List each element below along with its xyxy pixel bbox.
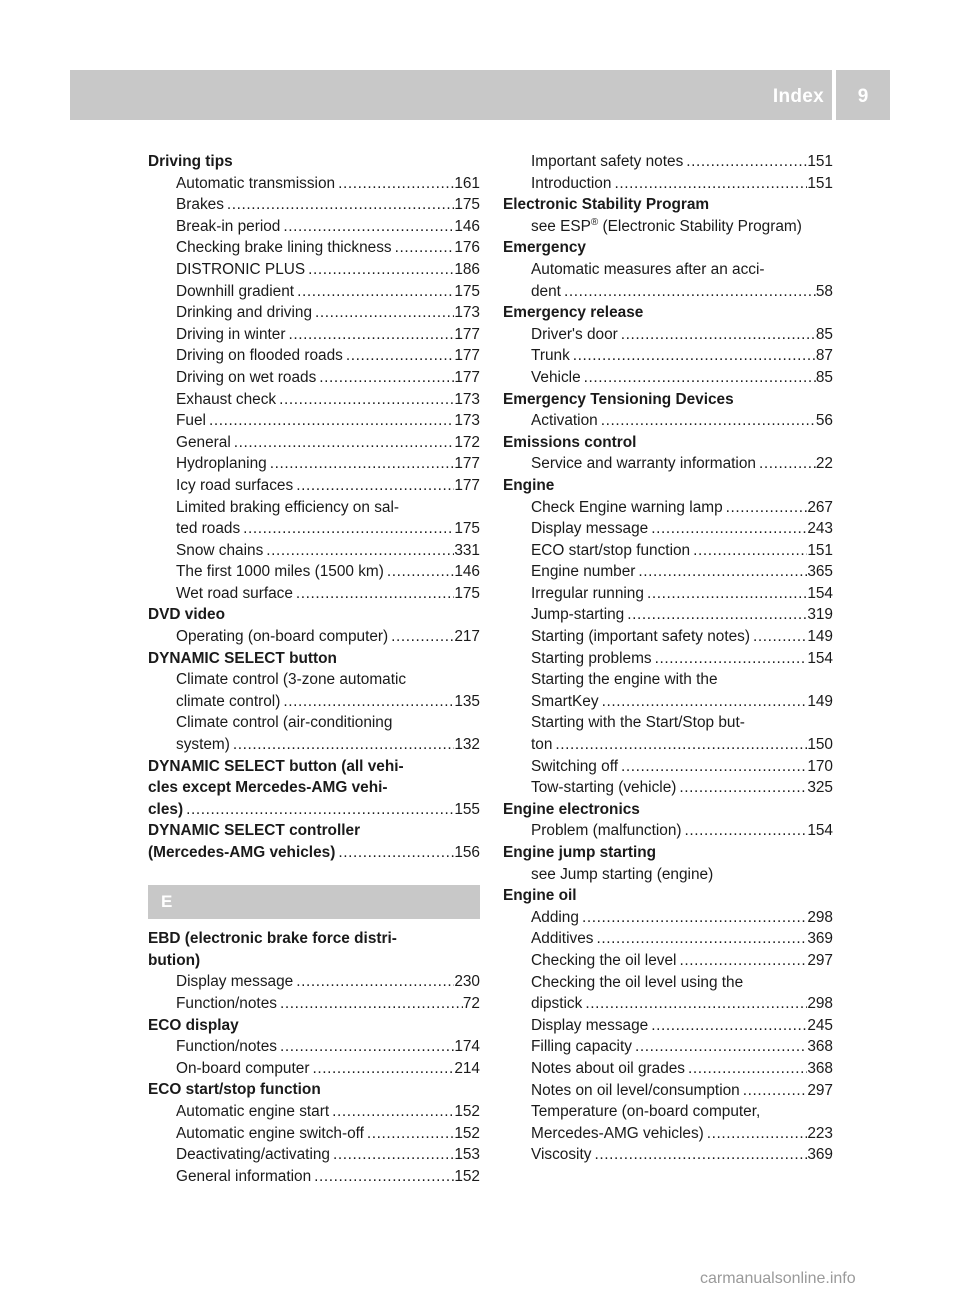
index-entry[interactable]: ted roads ..... 175 <box>148 518 480 540</box>
section-letter-e: E <box>148 885 480 919</box>
index-entry[interactable]: On-board computer ..... 214 <box>148 1058 480 1080</box>
header-bar <box>70 70 832 120</box>
index-entry[interactable]: Function/notes ..... 174 <box>148 1036 480 1058</box>
index-entry[interactable]: Operating (on-board computer) ..... 217 <box>148 626 480 648</box>
index-entry[interactable]: Vehicle ..... 85 <box>503 367 833 389</box>
index-entry[interactable]: Icy road surfaces ..... 177 <box>148 475 480 497</box>
index-heading: ECO display <box>148 1016 239 1034</box>
index-entry[interactable]: Driving in winter ..... 177 <box>148 324 480 346</box>
index-heading: Engine jump starting <box>503 844 657 861</box>
index-entry[interactable]: Automatic engine start ..... 152 <box>148 1101 480 1123</box>
index-entry[interactable]: Activation ..... 56 <box>503 410 833 432</box>
index-entry[interactable]: Driving on wet roads ..... 177 <box>148 367 480 389</box>
index-entry[interactable]: dipstick ..... 298 <box>503 993 833 1015</box>
index-entry[interactable]: ton ..... 150 <box>503 734 833 756</box>
index-entry-continued: Climate control (3-zone automatic <box>176 671 407 689</box>
index-entry[interactable]: General ..... 172 <box>148 432 480 454</box>
index-entry[interactable]: Function/notes ..... 72 <box>148 993 480 1015</box>
index-entry-continued: Starting with the Start/Stop but- <box>531 714 745 732</box>
index-see-reference[interactable]: see Jump starting (engine) <box>531 865 714 883</box>
index-heading: ECO start/stop function <box>148 1081 321 1099</box>
index-entry[interactable]: Break-in period ..... 146 <box>148 216 480 238</box>
page-title: Index <box>772 86 824 107</box>
index-entry-continued: Climate control (air-conditioning <box>176 714 393 732</box>
index-entry[interactable]: Introduction ..... 151 <box>503 173 833 195</box>
index-entry[interactable]: Downhill gradient ..... 175 <box>148 281 480 303</box>
index-entry[interactable]: Display message ..... 243 <box>503 518 833 540</box>
index-entry[interactable]: Mercedes-AMG vehicles) ..... 223 <box>503 1123 833 1145</box>
index-heading: cles except Mercedes-AMG vehi- <box>148 779 388 797</box>
index-entry[interactable]: Automatic transmission ..... 161 <box>148 173 480 195</box>
index-entry[interactable]: Driving on flooded roads ..... 177 <box>148 345 480 367</box>
index-entry[interactable]: Adding ..... 298 <box>503 907 833 929</box>
index-heading: Driving tips <box>148 153 233 170</box>
index-entry[interactable]: Starting problems ..... 154 <box>503 648 833 670</box>
index-column-right <box>503 151 833 1166</box>
index-entry[interactable]: climate control) ..... 135 <box>148 691 480 713</box>
index-entry[interactable]: DISTRONIC PLUS ..... 186 <box>148 259 480 281</box>
index-entry[interactable]: Checking brake lining thickness ..... 176 <box>148 237 480 259</box>
index-entry[interactable]: Exhaust check ..... 173 <box>148 389 480 411</box>
index-entry[interactable]: SmartKey ..... 149 <box>503 691 833 713</box>
index-entry[interactable]: Brakes ..... 175 <box>148 194 480 216</box>
index-entry[interactable]: Filling capacity ..... 368 <box>503 1036 833 1058</box>
index-entry-continued: Temperature (on-board computer, <box>531 1103 761 1121</box>
index-entry-continued: Limited braking efficiency on sal- <box>176 498 399 516</box>
index-entry[interactable]: Problem (malfunction) ..... 154 <box>503 820 833 842</box>
index-heading: Electronic Stability Program <box>503 196 710 214</box>
index-entry[interactable]: Additives ..... 369 <box>503 928 833 950</box>
index-entry[interactable]: Trunk ..... 87 <box>503 345 833 367</box>
index-entry[interactable]: Hydroplaning ..... 177 <box>148 453 480 475</box>
index-heading: Engine oil <box>503 887 577 905</box>
page-number: 9 <box>857 86 869 107</box>
index-heading: Engine <box>503 476 555 494</box>
index-heading: DYNAMIC SELECT button <box>148 649 337 667</box>
index-entry[interactable]: Notes on oil level/consumption ..... 297 <box>503 1080 833 1102</box>
index-see-reference[interactable]: see ESP® (Electronic Stability Program) <box>531 216 802 235</box>
index-column-left <box>148 151 480 1187</box>
index-entry[interactable]: Deactivating/activating ..... 153 <box>148 1144 480 1166</box>
index-entry[interactable]: Service and warranty information ..... 22 <box>503 453 833 475</box>
index-entry[interactable]: Engine number ..... 365 <box>503 561 833 583</box>
index-entry-continued: Starting the engine with the <box>531 671 718 689</box>
index-heading: Engine electronics <box>503 800 640 818</box>
index-entry[interactable]: Starting (important safety notes) ..... 149 <box>503 626 833 648</box>
index-entry[interactable]: Irregular running ..... 154 <box>503 583 833 605</box>
index-entry[interactable]: Wet road surface ..... 175 <box>148 583 480 605</box>
index-entry[interactable]: Checking the oil level ..... 297 <box>503 950 833 972</box>
index-entry[interactable]: dent ..... 58 <box>503 281 833 303</box>
index-heading: Emissions control <box>503 433 637 451</box>
index-entry[interactable]: Important safety notes ..... 151 <box>503 151 833 173</box>
index-entry[interactable]: system) ..... 132 <box>148 734 480 756</box>
index-entry-continued: Automatic measures after an acci- <box>531 260 765 278</box>
index-entry[interactable]: Display message ..... 230 <box>148 971 480 993</box>
index-heading: Emergency release <box>503 304 644 322</box>
index-entry[interactable]: cles) ..... 155 <box>148 799 480 821</box>
index-entry[interactable]: Switching off ..... 170 <box>503 756 833 778</box>
index-entry[interactable]: Display message ..... 245 <box>503 1015 833 1037</box>
watermark-text: carmanualsonline.info <box>700 1270 856 1287</box>
index-entry[interactable]: Fuel ..... 173 <box>148 410 480 432</box>
index-entry[interactable]: Jump-starting ..... 319 <box>503 604 833 626</box>
index-entry[interactable]: Tow-starting (vehicle) ..... 325 <box>503 777 833 799</box>
index-heading: Emergency <box>503 239 586 257</box>
index-entry[interactable]: Automatic engine switch-off ..... 152 <box>148 1123 480 1145</box>
index-entry[interactable]: Notes about oil grades ..... 368 <box>503 1058 833 1080</box>
index-entry[interactable]: Check Engine warning lamp ..... 267 <box>503 497 833 519</box>
index-entry[interactable]: (Mercedes-AMG vehicles) ..... 156 <box>148 842 480 864</box>
index-heading: Emergency Tensioning Devices <box>503 390 734 408</box>
index-entry[interactable]: Driver's door ..... 85 <box>503 324 833 346</box>
index-entry[interactable]: Drinking and driving ..... 173 <box>148 302 480 324</box>
index-heading: bution) <box>148 951 201 969</box>
index-entry[interactable]: Viscosity ..... 369 <box>503 1144 833 1166</box>
index-heading: DVD video <box>148 606 225 624</box>
index-heading: DYNAMIC SELECT button (all vehi- <box>148 757 404 775</box>
index-heading: EBD (electronic brake force distri- <box>148 930 397 948</box>
index-entry[interactable]: The first 1000 miles (1500 km) ..... 146 <box>148 561 480 583</box>
index-entry[interactable]: General information ..... 152 <box>148 1166 480 1188</box>
index-entry[interactable]: ECO start/stop function ..... 151 <box>503 540 833 562</box>
index-heading: DYNAMIC SELECT controller <box>148 822 361 840</box>
index-entry-continued: Checking the oil level using the <box>531 973 744 991</box>
index-entry[interactable]: Snow chains ..... 331 <box>148 540 480 562</box>
